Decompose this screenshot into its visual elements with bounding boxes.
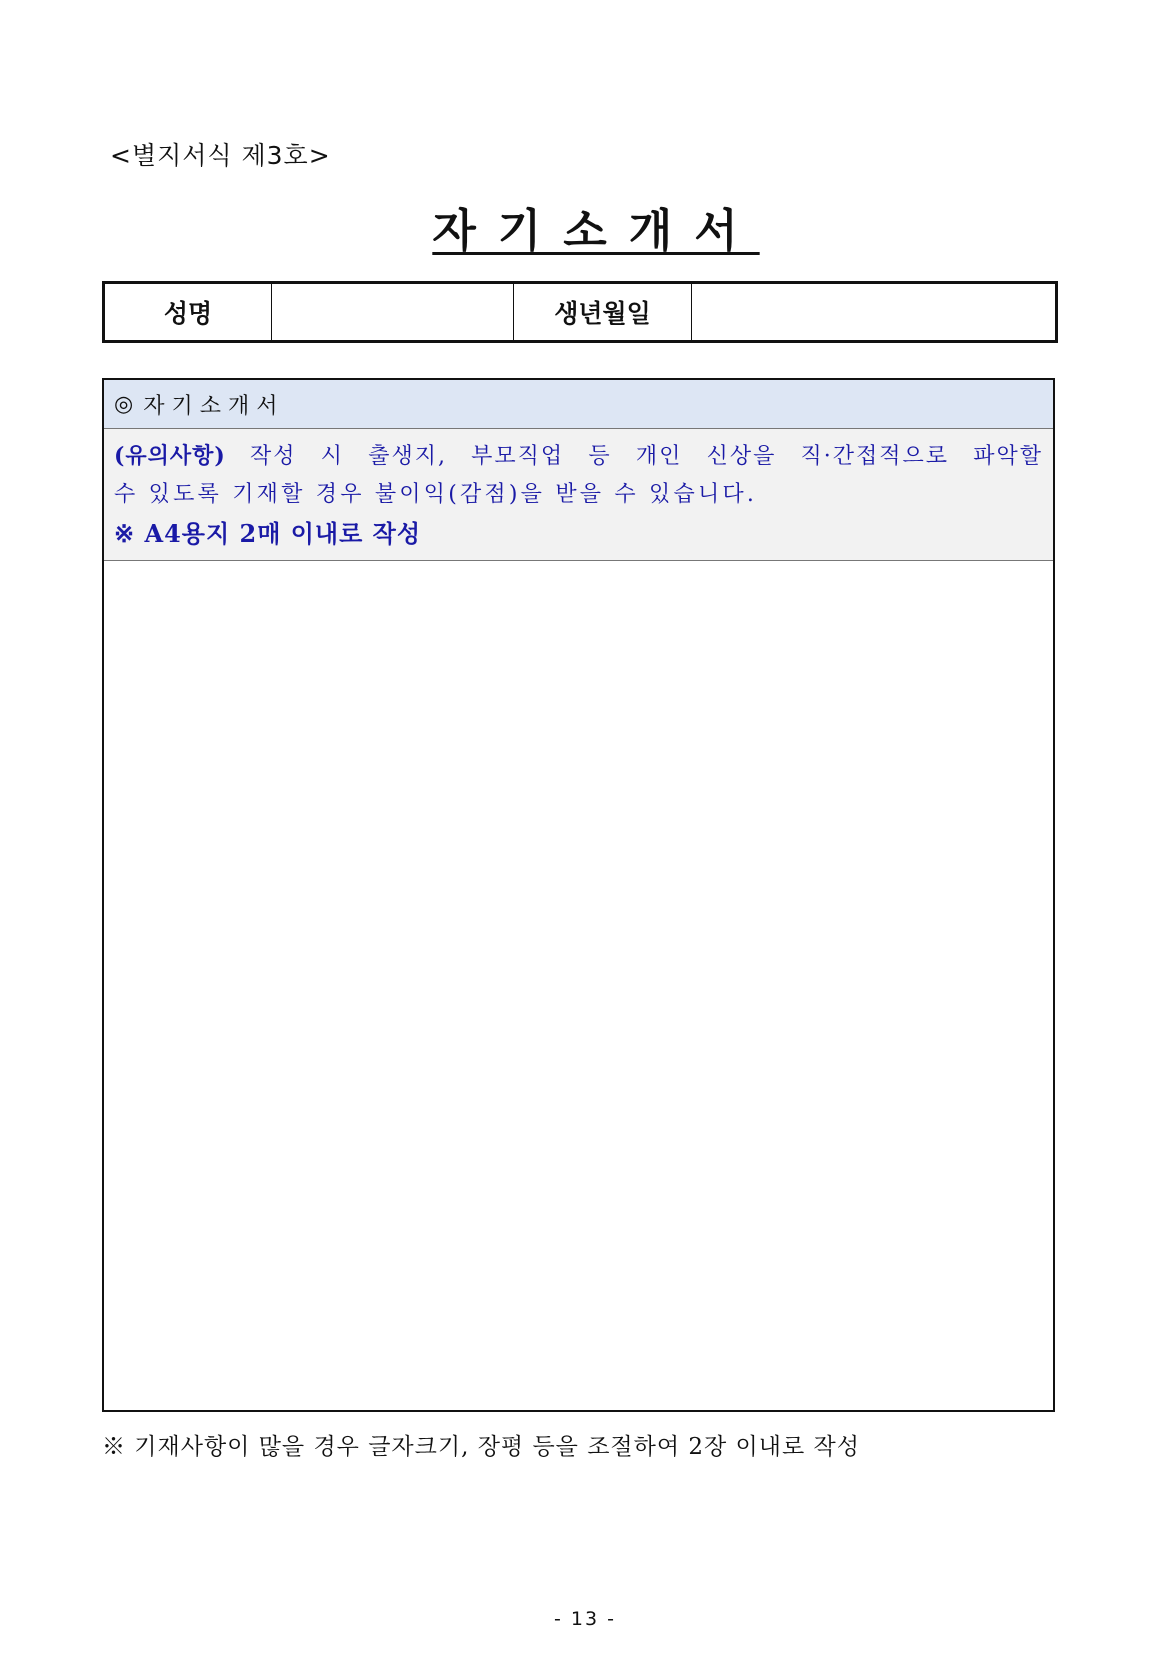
document-title bbox=[0, 194, 1170, 259]
form-number-label: <별지서식 제3호> bbox=[110, 141, 331, 170]
notice-text-1: 작성 시 출생지, 부모직업 등 개인 신상을 직·간접적으로 파악할 bbox=[250, 444, 1044, 469]
notice-line-2: 수 있도록 기재할 경우 불이익(감점)을 받을 수 있습니다. bbox=[114, 482, 758, 507]
page-limit-note: ※ A4용지 2매 이내로 작성 bbox=[114, 519, 422, 548]
self-introduction-box bbox=[102, 378, 1055, 1412]
document-title-text: 자기소개서 bbox=[432, 204, 760, 257]
self-introduction-header bbox=[104, 380, 1053, 429]
footnote: ※ 기재사항이 많을 경우 글자크기, 장평 등을 조절하여 2장 이내로 작성 bbox=[102, 1434, 860, 1460]
name-label: 성명 bbox=[105, 284, 272, 340]
page-number: - 13 - bbox=[554, 1608, 616, 1630]
notice-section bbox=[104, 429, 1053, 561]
applicant-info-table bbox=[102, 281, 1058, 343]
notice-prefix: (유의사항) bbox=[114, 443, 226, 469]
self-introduction-header-label: 자기소개서 bbox=[143, 393, 285, 419]
birthdate-field[interactable] bbox=[692, 284, 1055, 340]
notice-line-1 bbox=[114, 437, 1043, 476]
birthdate-label: 생년월일 bbox=[514, 284, 692, 340]
double-circle-icon: ◎ bbox=[114, 391, 134, 417]
self-introduction-writing-area[interactable] bbox=[104, 561, 1053, 1431]
name-field[interactable] bbox=[272, 284, 514, 340]
